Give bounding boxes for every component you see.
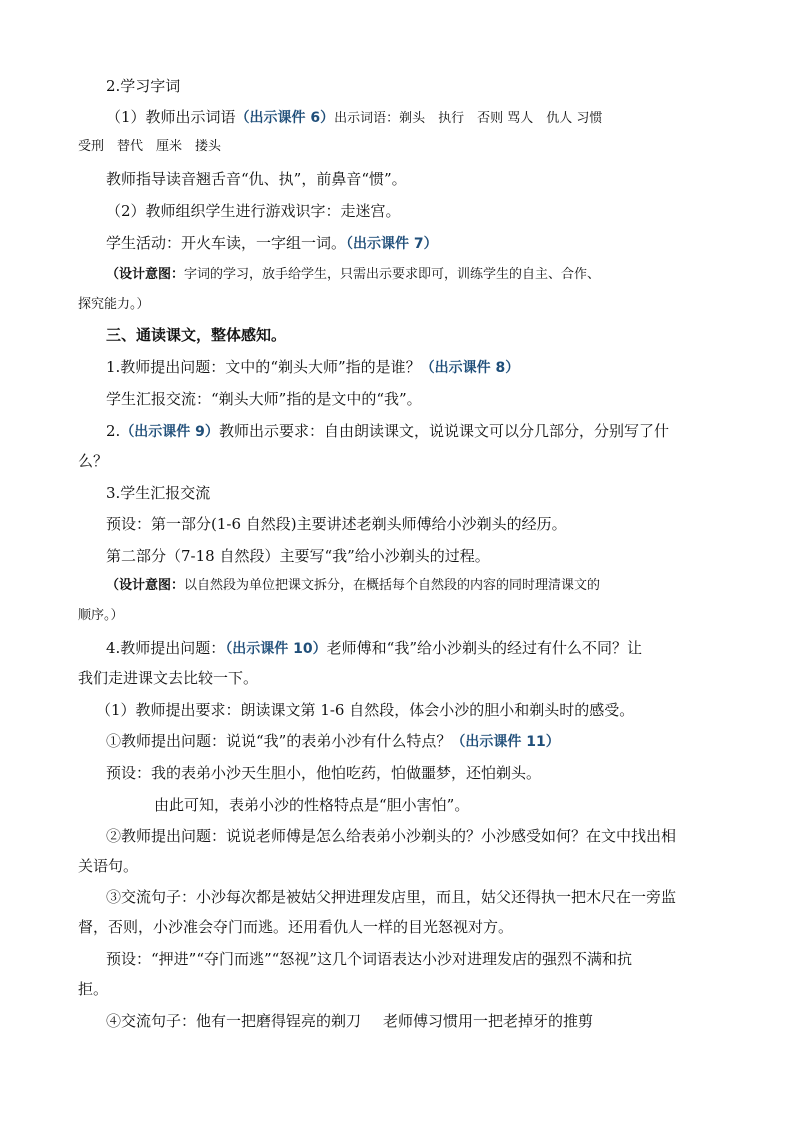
- courseware-ref: （出示课件 9）: [120, 424, 219, 440]
- line: （1）教师提出要求：朗读课文第 1-6 自然段，体会小沙的胆小和剃头时的感受。: [96, 701, 635, 719]
- line: （1）教师出示词语（出示课件 6）出示词语：剃头 执行 否则 骂人 仇人 习惯: [106, 108, 603, 126]
- line: ①教师提出问题：说说“我”的表弟小沙有什么特点？（出示课件 11）: [106, 732, 560, 750]
- courseware-ref: （出示课件 7）: [346, 236, 438, 252]
- courseware-ref: （出示课件 11）: [451, 734, 560, 750]
- line: ②教师提出问题：说说老师傅是怎么给表弟小沙剃头的？小沙感受如何？在文中找出相: [106, 827, 677, 845]
- line: 预设：第一部分(1-6 自然段)主要讲述老剃头师傅给小沙剃头的经历。: [106, 515, 567, 533]
- line: （2）教师组织学生进行游戏识字：走迷宫。: [106, 202, 401, 220]
- line: 第二部分（7-18 自然段）主要写“我”给小沙剃头的过程。: [106, 547, 490, 565]
- line: 关语句。: [78, 857, 139, 875]
- line: 预设：“押进”“夺门而逃”“怒视”这几个词语表达小沙对进理发店的强烈不满和抗: [106, 950, 633, 968]
- line: 1.教师提出问题：文中的“剃头大师”指的是谁？（出示课件 8）: [106, 358, 520, 376]
- design-intent-label: （设计意图：: [106, 578, 185, 593]
- line: 顺序。）: [78, 608, 124, 623]
- line: 么？: [78, 452, 109, 470]
- line: 2.学习字词: [106, 77, 181, 95]
- line: 学生汇报交流：“剃头大师”指的是文中的“我”。: [106, 390, 422, 408]
- line: （设计意图：字词的学习，放手给学生，只需出示要求即可，训练学生的自主、合作、: [106, 267, 601, 282]
- line: 受刑 替代 厘米 搂头: [78, 139, 222, 154]
- design-intent-label: （设计意图：: [106, 267, 185, 282]
- courseware-ref: （出示课件 6）: [235, 110, 335, 126]
- courseware-ref: （出示课件 8）: [420, 360, 520, 376]
- line: 4.教师提出问题：（出示课件 10）老师傅和“我”给小沙剃头的经过有什么不同？让: [106, 639, 643, 657]
- line: 探究能力。）: [78, 297, 150, 312]
- line: 由此可知，表弟小沙的性格特点是“胆小害怕”。: [154, 796, 470, 814]
- line: 拒。: [78, 980, 109, 998]
- line: 预设：我的表弟小沙天生胆小，他怕吃药，怕做噩梦，还怕剃头。: [106, 764, 542, 782]
- section-heading: 三、通读课文，整体感知。: [106, 326, 287, 344]
- line: 督，否则，小沙准会夺门而逃。还用看仇人一样的目光怒视对方。: [78, 918, 514, 936]
- courseware-ref: （出示课件 10）: [225, 641, 327, 657]
- line: 教师指导读音翘舌音“仇、执”，前鼻音“惯”。: [106, 170, 407, 188]
- line: 3.学生汇报交流: [106, 484, 211, 502]
- line: （设计意图：以自然段为单位把课文拆分，在概括每个自然段的内容的同时理清课文的: [106, 578, 601, 593]
- line: 2.（出示课件 9）教师出示要求：自由朗读课文，说说课文可以分几部分，分别写了什: [106, 422, 669, 440]
- line: ④交流句子：他有一把磨得锃亮的剃刀 老师傅习惯用一把老掉牙的推剪: [106, 1012, 594, 1030]
- line: ③交流句子：小沙每次都是被姑父押进理发店里，而且，姑父还得执一把木尺在一旁监: [106, 888, 677, 906]
- line: 学生活动：开火车读，一字组一词。（出示课件 7）: [106, 234, 438, 252]
- line: 我们走进课文去比较一下。: [78, 669, 259, 687]
